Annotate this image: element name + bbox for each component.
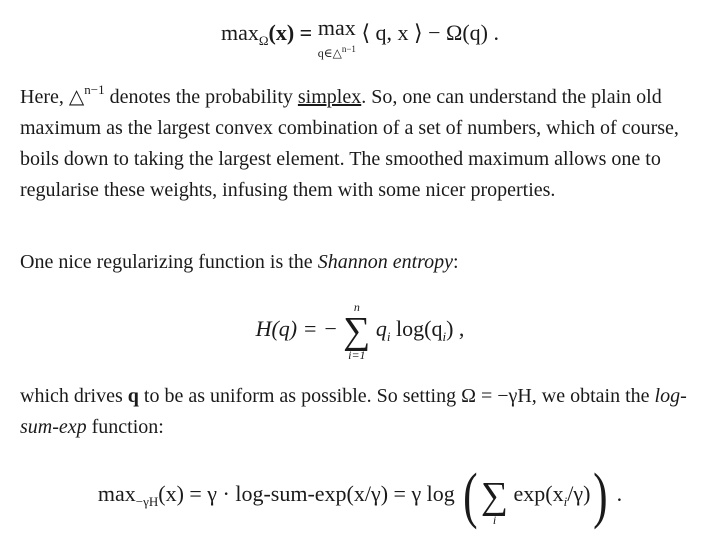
eq1-lhs-subscript: Ω: [258, 33, 269, 49]
paragraph-entropy-intro: [20, 247, 700, 278]
p3-text-3: function:: [86, 416, 164, 438]
eq3-end: .: [611, 481, 623, 507]
p1-text-2: denotes the probability: [104, 86, 298, 108]
eq1-max-operator: [317, 14, 356, 60]
equation-log-sum-exp: [0, 462, 720, 530]
eq2-rhs-2: log(q: [390, 316, 443, 342]
eq2-rhs-sub: i: [386, 329, 391, 345]
eq2-sum-top: n: [353, 300, 360, 314]
eq1-op-subscript: q∈△: [317, 46, 342, 60]
eq3-part1: (x) = γ · log-sum-exp(x/γ) = γ log: [158, 481, 455, 507]
p3-emphasis: log-sum-exp: [20, 385, 687, 438]
p2-text-1: One nice regularizing function is the: [20, 251, 318, 273]
eq3-inner-sub: i: [563, 494, 568, 510]
p1-text-1: Here, △: [20, 86, 85, 108]
p3-bold: q: [127, 385, 139, 407]
eq3-close-paren: ): [593, 462, 608, 530]
eq3-inner: exp(x: [508, 481, 564, 507]
p1-text-3: . So, one can understand the plain old maximum as the largest convex combination of a set of numbers, which of course, boils down to taking the largest element. The smoothed maximum allows one to regularise these weights, infusing them with some nicer properties.: [20, 86, 679, 201]
eq1-arg: (x) =: [268, 20, 318, 46]
eq3-open-paren: (: [463, 462, 478, 530]
eq3-lhs: max: [97, 481, 136, 507]
eq2-rhs: q: [375, 316, 387, 342]
eq1-op-subscript-sup: n−1: [341, 44, 356, 54]
p3-text-1: which drives: [20, 385, 128, 407]
eq1-op-label: max: [317, 15, 356, 40]
p1-superscript: n−1: [84, 82, 105, 97]
p3-text-2: to be as uniform as possible. So setting Ω = −γH, we obtain the: [138, 385, 655, 407]
paragraph-simplex: [20, 74, 700, 206]
paragraph-log-sum-exp: [20, 381, 700, 443]
simplex-link[interactable]: simplex: [297, 86, 362, 108]
eq2-sum-bottom: i=1: [348, 348, 366, 362]
p2-text-2: :: [453, 251, 459, 273]
eq2-rhs-3: ) ,: [446, 316, 465, 342]
eq2-rhs-2-sub: i: [442, 329, 447, 345]
eq1-lhs: max: [220, 20, 259, 46]
p2-emphasis: Shannon entropy: [317, 251, 454, 273]
eq3-sum-operator: [481, 465, 508, 527]
eq1-rhs: ⟨ q, x ⟩ − Ω(q) .: [361, 20, 500, 46]
eq3-lhs-sub: −γH: [135, 494, 159, 510]
eq3-inner-2: /γ): [567, 481, 591, 507]
eq3-sum-bottom: i: [492, 513, 497, 527]
equation-smoothed-max: [0, 14, 720, 60]
eq3-sum-symbol: ∑: [480, 475, 509, 517]
equation-entropy: [0, 300, 720, 362]
eq2-sum-symbol: ∑: [343, 310, 371, 352]
eq2-sum-operator: [343, 300, 370, 362]
eq2-lhs: H(q) = −: [255, 316, 338, 342]
